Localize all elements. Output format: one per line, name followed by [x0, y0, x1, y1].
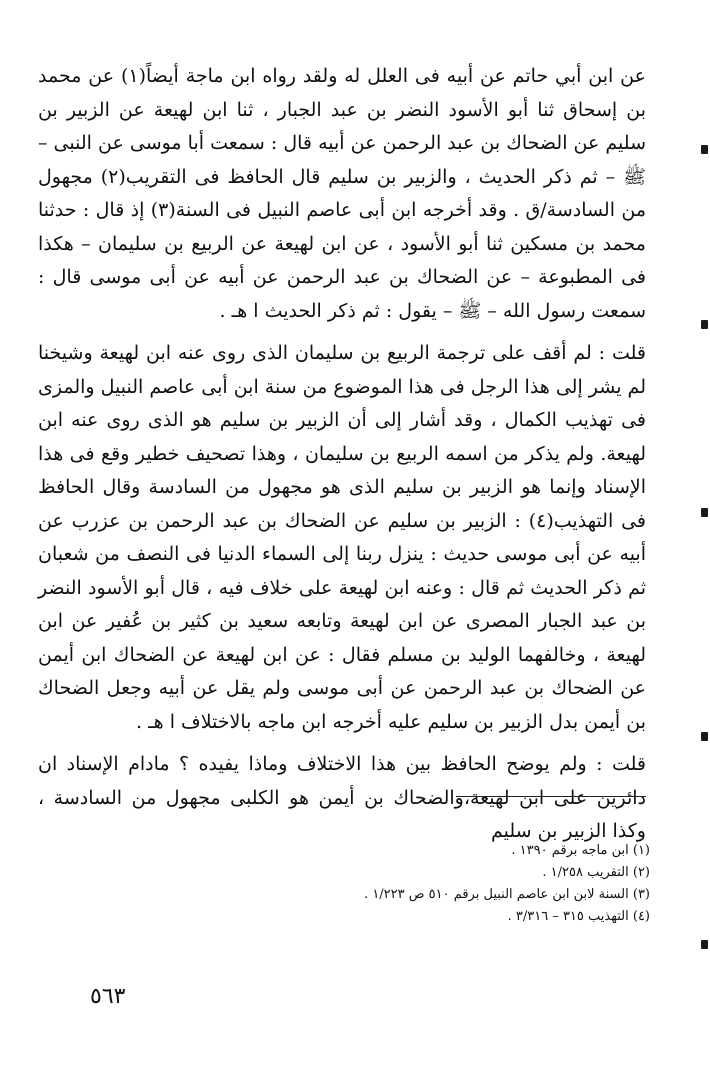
main-text [38, 60, 646, 849]
footnote-separator [456, 796, 646, 797]
footnotes [200, 840, 650, 928]
footnote-3: (٣) السنة لابن ابن عاصم النبيل برقم ٥١٠ ص ١/٢٢٣ . [364, 887, 650, 902]
paragraph-2: قلت : لم أقف على ترجمة الربيع بن سليمان الذى روى عنه ابن لهيعة وشيخنا لم يشر إلى هذا الرجل فى هذا الموضوع من سنة ابن أبى عاصم النبيل والمزى فى تهذيب الكمال ، وقد أشار إلى أن الزبير بن سليم هو الذى روى عنه ابن لهيعة. ولم يذكر من اسمه الربيع بن سليمان ، وهذا تصحيف خطير وقع فى هذا الإسناد وإنما هو الزبير بن سليم الذى هو مجهول من السادسة وقال الحافظ فى التهذيب(٤) : الزبير بن سليم عن الضحاك بن عبد الرحمن بن عزرب عن أبيه عن أبى موسى حديث : ينزل ربنا إلى السماء الدنيا فى النصف من شعبان ثم ذكر الحديث ثم قال : وعنه ابن لهيعة على خلاف فيه ، قال أبو الأسود النضر بن عبد الجبار المصرى عن ابن لهيعة وتابعه سعيد بن كثير بن عُفير عن ابن لهيعة ، وخالفهما الوليد بن مسلم فقال : عن ابن لهيعة عن الضحاك ابن أيمن عن الضحاك بن عبد الرحمن عن أبى موسى ولم يقل عن أبيه وجعل الضحاك بن أيمن بدل الزبير بن سليم عليه أخرجه ابن ماجه بالاختلاف ا هـ . [38, 342, 646, 733]
footnote-2: (٢) التقريب ١/٢٥٨ . [542, 865, 650, 880]
paragraph-3: قلت : ولم يوضح الحافظ بين هذا الاختلاف وماذا يفيده ؟ مادام الإسناد ان دائرين على ابن لهيعة،والضحاك بن أيمن هو الكلبى مجهول من السادسة ، وكذا الزبير بن سليم [38, 753, 646, 842]
footnote-4: (٤) التهذيب ٣١٥ – ٣/٣١٦ . [507, 909, 650, 924]
margin-mark [701, 508, 708, 517]
margin-mark [701, 940, 708, 949]
page-number: ٥٦٣ [90, 984, 126, 1009]
margin-mark [701, 320, 708, 329]
margin-mark [701, 145, 708, 154]
paragraph-1: عن ابن أبي حاتم عن أبيه فى العلل له ولقد رواه ابن ماجة أيضاً(١) عن محمد بن إسحاق ثنا أبو الأسود النضر بن عبد الجبار ، ثنا ابن لهيعة عن الزبير بن سليم عن الضحاك بن عبد الرحمن عن أبيه قال : سمعت أبا موسى عن النبى – ﷺ – ثم ذكر الحديث ، والزبير بن سليم قال الحافظ فى التقريب(٢) مجهول من السادسة/ق . وقد أخرجه ابن أبى عاصم النبيل فى السنة(٣) إذ قال : حدثنا محمد بن مسكين ثنا أبو الأسود ، عن ابن لهيعة عن الربيع بن سليمان – هكذا فى المطبوعة – عن الضحاك بن عبد الرحمن عن أبيه عن أبى موسى قال : سمعت رسول الله – ﷺ – يقول : ثم ذكر الحديث ا هـ . [38, 65, 646, 322]
footnote-1: (١) ابن ماجه برقم ١٣٩٠ . [511, 843, 650, 858]
margin-mark [701, 732, 708, 741]
